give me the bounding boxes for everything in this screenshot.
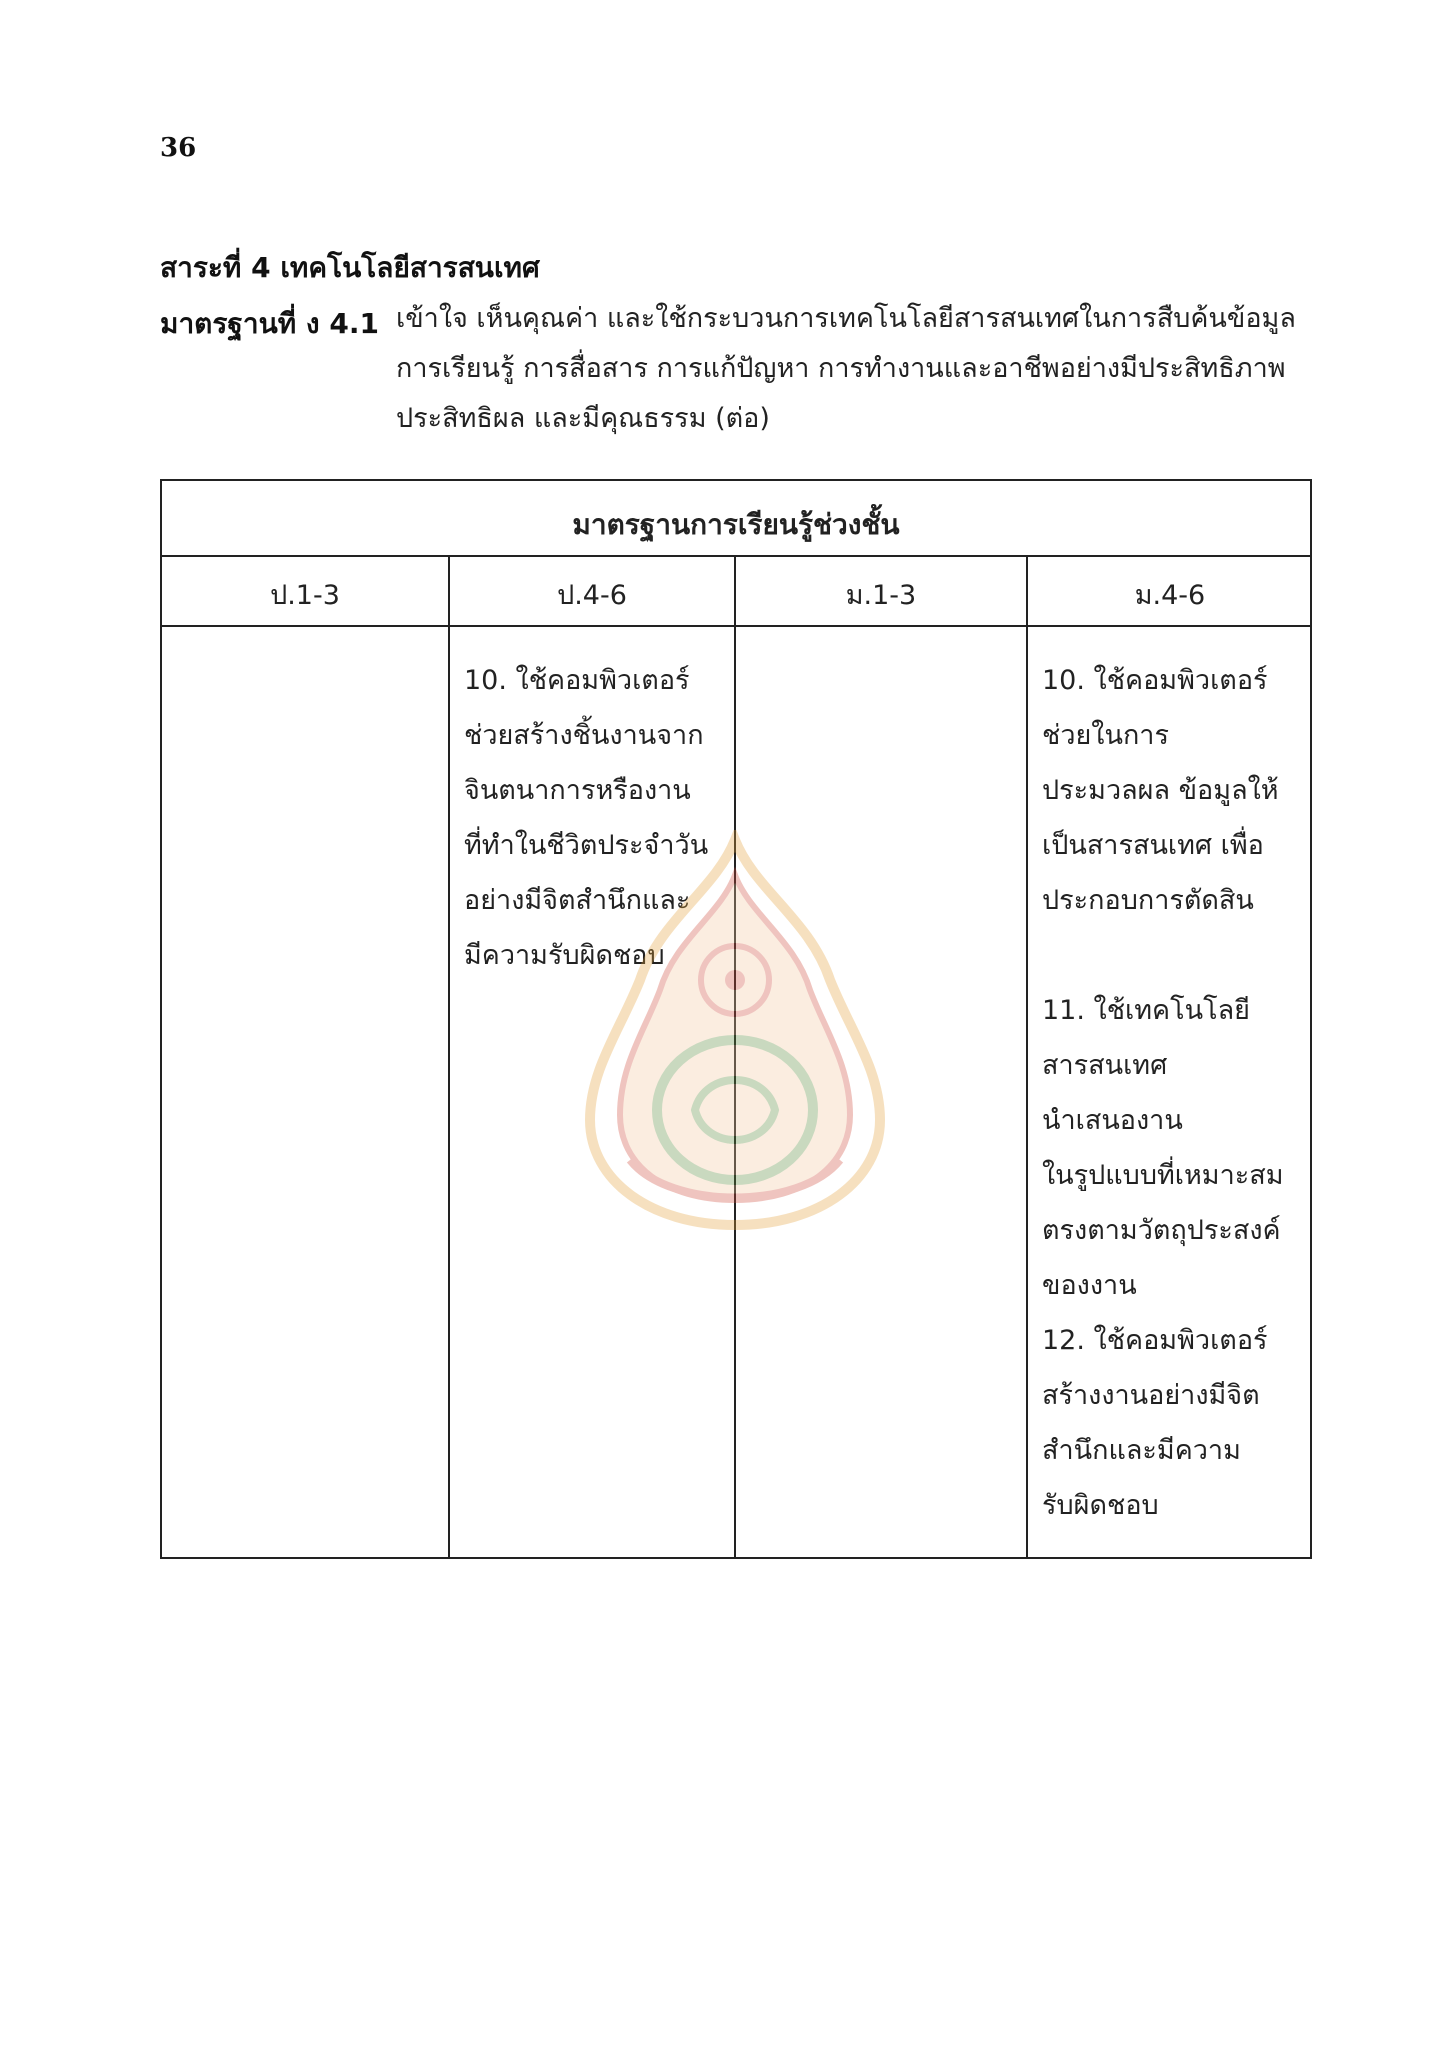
entry-line: 10. ใช้คอมพิวเตอร์ [464, 665, 690, 696]
spacer [1042, 928, 1302, 983]
cell-p1-3 [162, 627, 448, 1557]
cell-p4-6 [450, 627, 734, 1557]
cell-m1-3 [736, 627, 1026, 1557]
entry-line: 11. ใช้เทคโนโลยี [1042, 995, 1250, 1026]
indicator-entry-10 [464, 653, 724, 983]
learning-standards-table [160, 479, 1312, 1559]
entry-line: ตรงตามวัตถุประสงค์ [1042, 1215, 1281, 1246]
entry-line: สารสนเทศ [1042, 1050, 1168, 1081]
column-header-m4-6: ม.4-6 [1134, 579, 1206, 611]
entry-line: 10. ใช้คอมพิวเตอร์ [1042, 665, 1268, 696]
standard-line: เข้าใจ เห็นคุณค่า และใช้กระบวนการเทคโนโลยีสารสนเทศในการสืบค้นข้อมูล [396, 303, 1296, 334]
entry-line: ประมวลผล ข้อมูลให้ [1042, 775, 1279, 806]
entry-line: ช่วยสร้างชิ้นงานจาก [464, 720, 704, 751]
column-header-p1-3: ป.1-3 [270, 579, 340, 611]
entry-line: ในรูปแบบที่เหมาะสม [1042, 1160, 1284, 1191]
standard-description [396, 294, 1326, 444]
entry-line: จินตนาการหรืองาน [464, 775, 691, 806]
entry-line: ของงาน [1042, 1270, 1137, 1301]
standard-line: การเรียนรู้ การสื่อสาร การแก้ปัญหา การทำงานและอาชีพอย่างมีประสิทธิภาพ [396, 353, 1286, 384]
cell-m4-6 [1028, 627, 1312, 1557]
entry-line: นำเสนองาน [1042, 1105, 1183, 1136]
entry-line: เป็นสารสนเทศ เพื่อ [1042, 830, 1264, 861]
entry-line: สำนึกและมีความ [1042, 1435, 1241, 1466]
indicator-entry-10 [1042, 653, 1302, 928]
table-body-row [162, 627, 1310, 1557]
entry-line: 12. ใช้คอมพิวเตอร์ [1042, 1325, 1268, 1356]
table-title: มาตรฐานการเรียนรู้ช่วงชั้น [162, 481, 1310, 557]
column-header-m1-3: ม.1-3 [845, 579, 917, 611]
column-header-row [162, 557, 1310, 627]
entry-line: รับผิดชอบ [1042, 1490, 1159, 1521]
column-header-p4-6: ป.4-6 [557, 579, 627, 611]
strand-title: สาระที่ 4 เทคโนโลยีสารสนเทศ [160, 251, 540, 284]
standard-line: ประสิทธิผล และมีคุณธรรม (ต่อ) [396, 403, 770, 434]
entry-line: ช่วยในการ [1042, 720, 1169, 751]
entry-line: ประกอบการตัดสิน [1042, 885, 1254, 916]
entry-line: มีความรับผิดชอบ [464, 940, 665, 971]
entry-line: ที่ทำในชีวิตประจำวัน [464, 830, 709, 861]
standard-label: มาตรฐานที่ ง 4.1 [160, 307, 379, 340]
indicator-entry-12 [1042, 1313, 1302, 1533]
entry-line: สร้างงานอย่างมีจิต [1042, 1380, 1260, 1411]
indicator-entry-11 [1042, 983, 1302, 1313]
entry-line: อย่างมีจิตสำนึกและ [464, 885, 691, 916]
page-number: 36 [160, 133, 197, 163]
